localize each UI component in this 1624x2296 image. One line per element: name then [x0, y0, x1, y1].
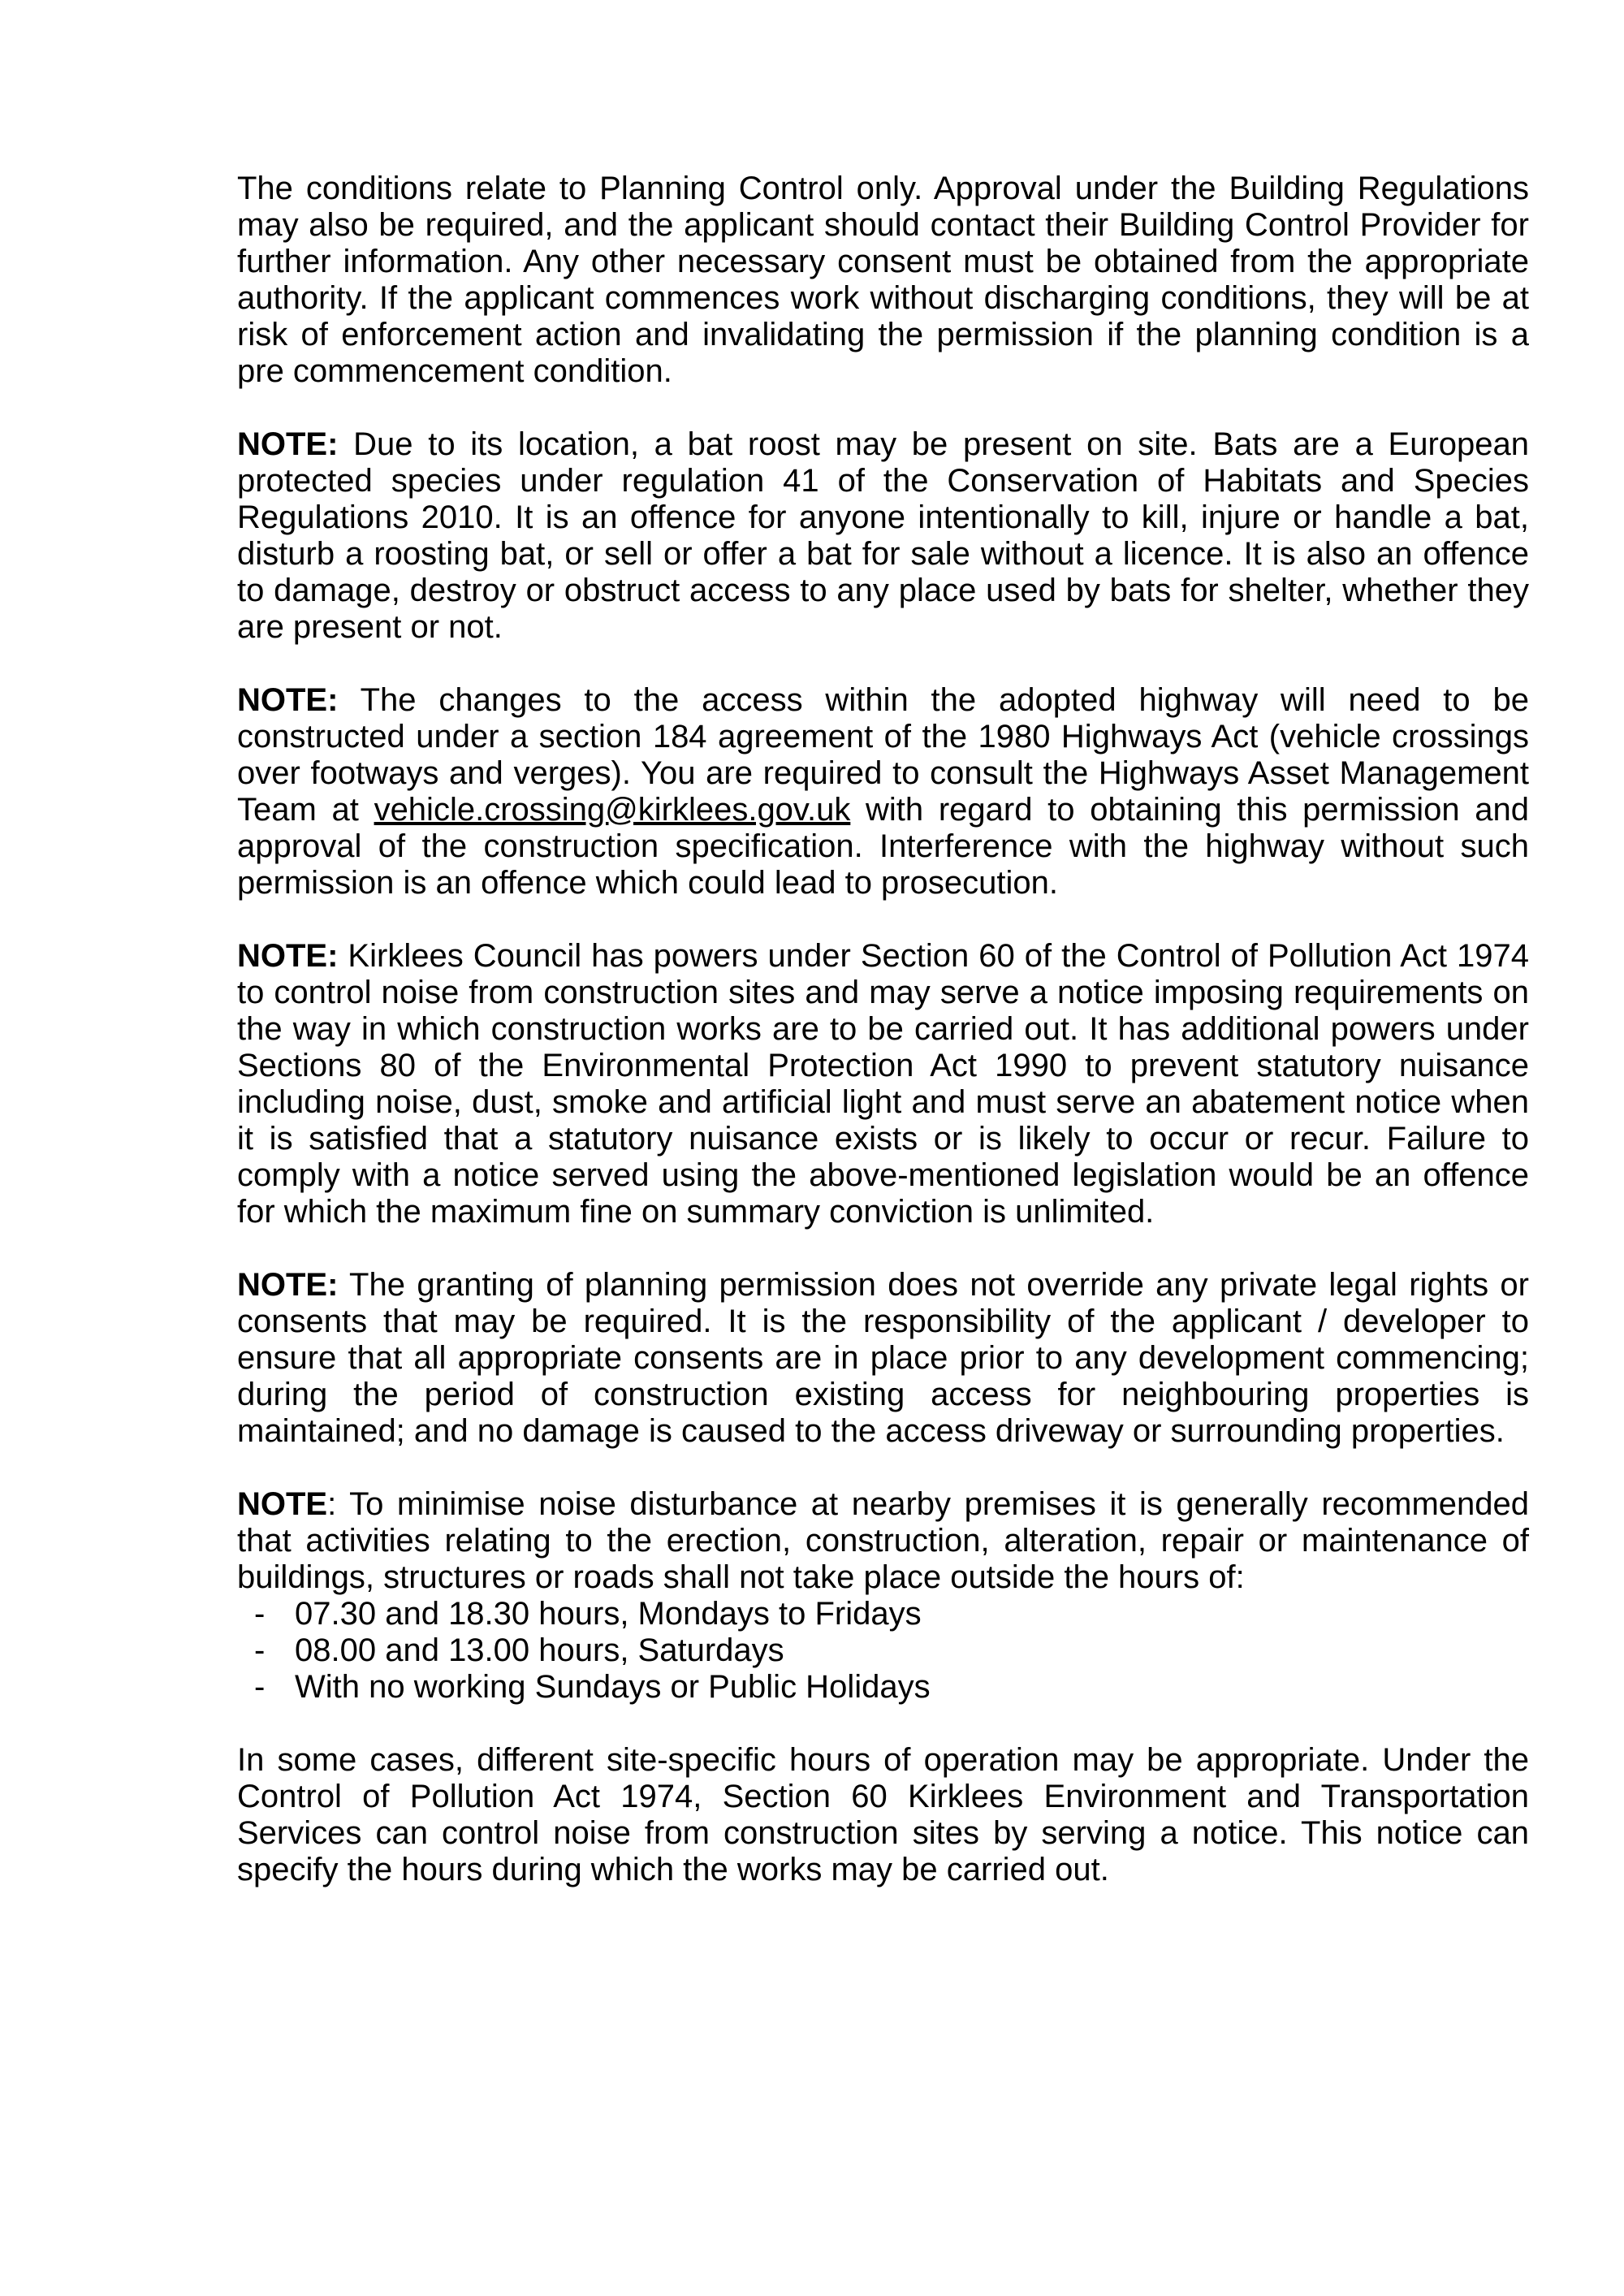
- list-item: [237, 1632, 1529, 1669]
- paragraph-text: The conditions relate to Planning Control only. Approval under the Building Regulations may also be required, and the applicant should contact their Building Control Provider for further information. Any other necessary consent must be obtained from the appropriate authority. If the applicant commences work without discharging conditions, they will be at risk of enforcement action and invalidating the permission if the planning condition is a pre commencement condition.: [237, 171, 1529, 389]
- paragraph-text: Due to its location, a bat roost may be present on site. Bats are a European protected species under regulation 41 of the Conservation of Habitats and Species Regulations 2010. It is an offence for anyone intentionally to kill, injure or handle a bat, disturb a roosting bat, or sell or offer a bat for sale without a licence. It is also an offence to damage, destroy or obstruct access to any place used by bats for shelter, whether they are present or not.: [237, 426, 1529, 645]
- email-link[interactable]: vehicle.crossing@kirklees.gov.uk: [374, 792, 851, 828]
- note-label: NOTE:: [237, 938, 339, 974]
- paragraph-note-bat-roost: [237, 426, 1529, 646]
- paragraph-text: The changes to the access within the adopted highway will need to be constructed under a section 184 agreement of the 1980 Highways Act (vehicle crossings over footways and verges). You are required to consult the Highways Asset Management Team at: [237, 682, 1529, 828]
- list-item: [237, 1596, 1529, 1632]
- bullet-dash: -: [254, 1632, 266, 1668]
- paragraph-note-working-hours: [237, 1486, 1529, 1596]
- paragraph-site-specific-hours: [237, 1742, 1529, 1888]
- bullet-text: 07.30 and 18.30 hours, Mondays to Fridays: [295, 1596, 922, 1632]
- paragraph-note-pollution-act: [237, 938, 1529, 1230]
- note-label: NOTE:: [237, 682, 339, 718]
- list-item: [237, 1669, 1529, 1706]
- document-page: [237, 171, 1529, 1925]
- bullet-text: With no working Sundays or Public Holidays: [295, 1669, 931, 1705]
- bullet-text: 08.00 and 13.00 hours, Saturdays: [295, 1632, 784, 1668]
- paragraph-note-highway-access: [237, 682, 1529, 902]
- paragraph-planning-control: [237, 171, 1529, 390]
- paragraph-text: : To minimise noise disturbance at nearby premises it is generally recommended that activities relating to the erection, construction, alteration, repair or maintenance of buildings, structures or roads shall not take place outside the hours of:: [237, 1486, 1529, 1595]
- bullet-dash: -: [254, 1669, 266, 1705]
- paragraph-text: The granting of planning permission does not override any private legal rights or consents that may be required. It is the responsibility of the applicant / developer to ensure that all appropriate consents are in place prior to any development commencing; during the period of construction existing access for neighbouring properties is maintained; and no damage is caused to the access driveway or surrounding properties.: [237, 1267, 1529, 1449]
- paragraph-note-legal-rights: [237, 1267, 1529, 1450]
- paragraph-text: In some cases, different site-specific hours of operation may be appropriate. Under the Control of Pollution Act 1974, Section 60 Kirklees Environment and Transportation Services can control noise from construction sites by serving a notice. This notice can specify the hours during which the works may be carried out.: [237, 1742, 1529, 1887]
- note-label: NOTE:: [237, 1267, 339, 1303]
- bullet-dash: -: [254, 1596, 266, 1632]
- note-label: NOTE: [237, 1486, 328, 1522]
- note-label: NOTE:: [237, 426, 339, 462]
- paragraph-text: with regard to obtaining this permission and approval of the construction specification. Interference with the highway without such permission is an offence which could lead to prosecution.: [237, 792, 1530, 901]
- paragraph-text: Kirklees Council has powers under Section 60 of the Control of Pollution Act 1974 to control noise from construction sites and may serve a notice imposing requirements on the way in which construction works are to be carried out. It has additional powers under Sections 80 of the Environmental Protection Act 1990 to prevent statutory nuisance including noise, dust, smoke and artificial light and must serve an abatement notice when it is satisfied that a statutory nuisance exists or is likely to occur or recur. Failure to comply with a notice served using the above-mentioned legislation would be an offence for which the maximum fine on summary conviction is unlimited.: [237, 938, 1529, 1230]
- working-hours-bullet-list: [237, 1596, 1529, 1706]
